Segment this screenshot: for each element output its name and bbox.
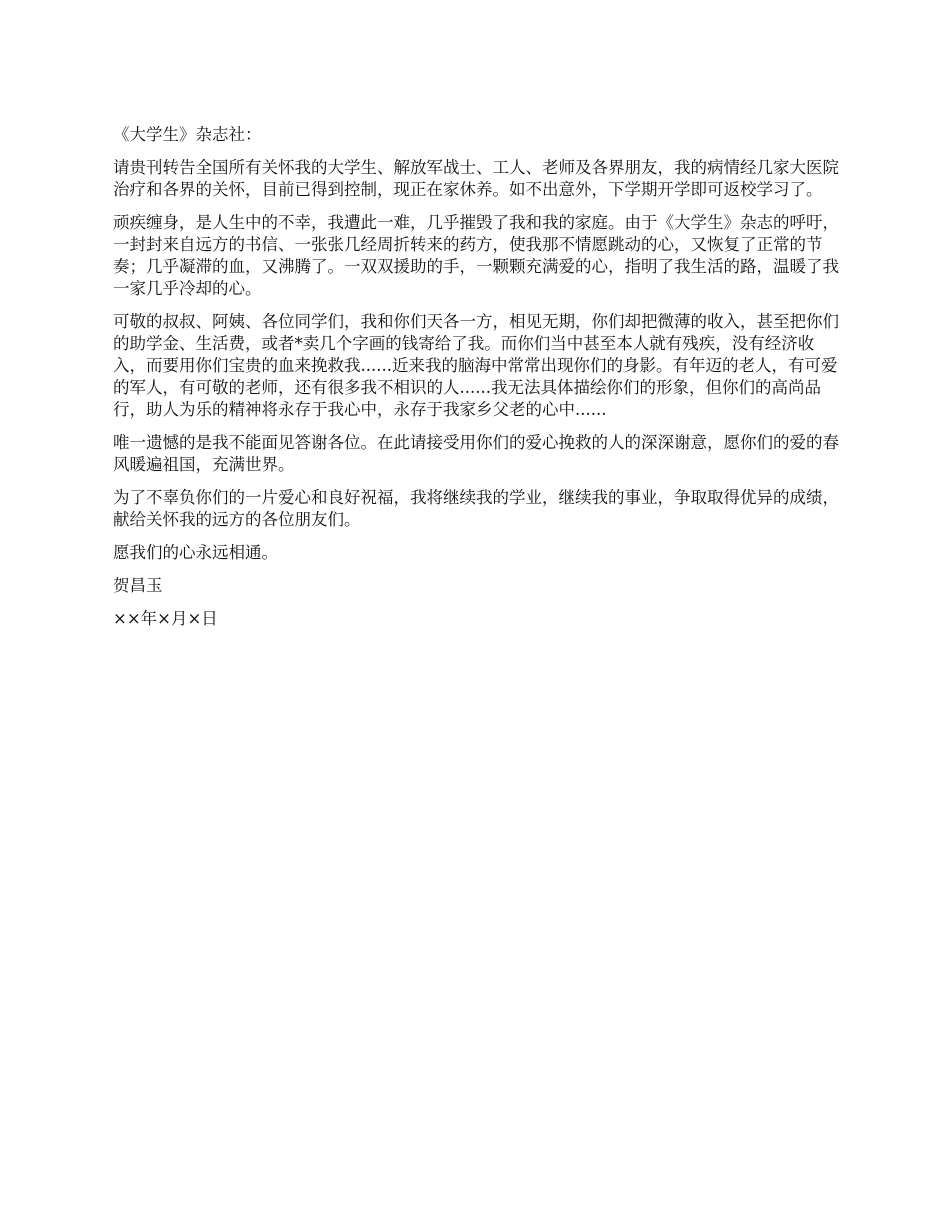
letter-paragraph-3: 可敬的叔叔、阿姨、各位同学们，我和你们天各一方，相见无期，你们却把微薄的收入，甚至把你们的助学金、生活费，或者*卖几个字画的钱寄给了我。而你们当中甚至本人就有残疾，没有经济收入，而要用你们宝贵的血来挽救我......近来我的脑海中常常出现你们的身影。有年迈的老人，有可爱的军人，有可敬的老师，还有很多我不相识的人......我无法具体描绘你们的形象，但你们的高尚品行，助人为乐的精神将永存于我心中，永存于我家乡父老的心中......	[113, 312, 839, 419]
letter-signature: 贺昌玉	[113, 576, 163, 595]
letter-paragraph-2: 顽疾缠身，是人生中的不幸，我遭此一难，几乎摧毁了我和我的家庭。由于《大学生》杂志的呼吁，一封封来自远方的书信、一张张几经周折转来的药方，使我那不情愿跳动的心，又恢复了正常的节奏；几乎凝滞的血，又沸腾了。一双双援助的手，一颗颗充满爱的心，指明了我生活的路，温暖了我一家几乎冷却的心。	[113, 213, 839, 298]
letter-salutation: 《大学生》杂志社：	[113, 125, 262, 144]
letter-paragraph-5: 为了不辜负你们的一片爱心和良好祝福，我将继续我的学业，继续我的事业，争取取得优异的成绩，献给关怀我的远方的各位朋友们。	[113, 488, 839, 529]
letter-closing: 愿我们的心永远相通。	[113, 543, 278, 562]
letter-paragraph-4: 唯一遗憾的是我不能面见答谢各位。在此请接受用你们的爱心挽救的人的深深谢意，愿你们的爱的春风暖遍祖国，充满世界。	[113, 433, 839, 474]
letter-document	[113, 124, 843, 641]
letter-paragraph-1: 请贵刊转告全国所有关怀我的大学生、解放军战士、工人、老师及各界朋友，我的病情经几家大医院治疗和各界的关怀，目前已得到控制，现正在家休养。如不出意外，下学期开学即可返校学习了。	[113, 158, 839, 199]
letter-date: ××年×月×日	[113, 609, 218, 628]
